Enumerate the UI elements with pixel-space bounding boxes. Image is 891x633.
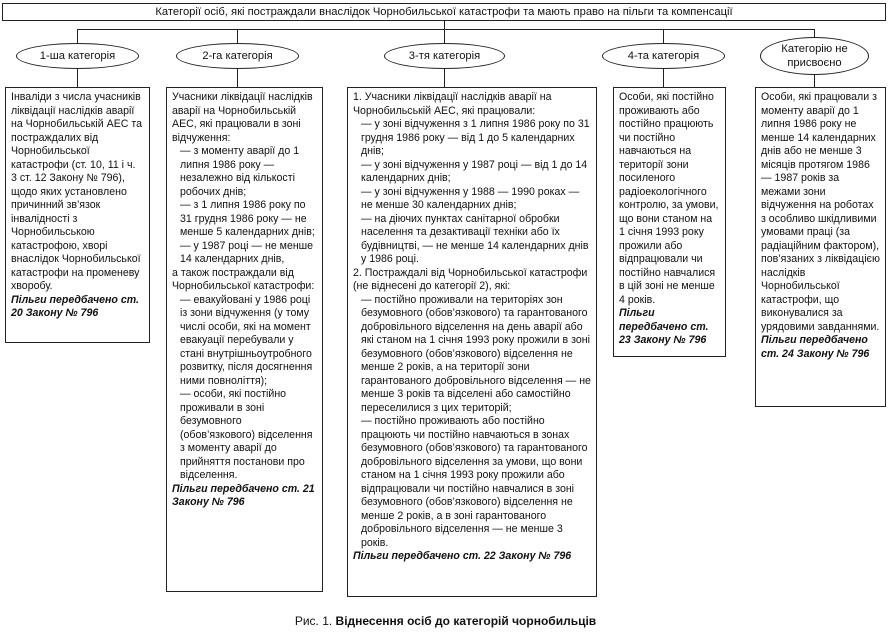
connector-line [237,69,238,87]
category-2-item: — з 1 липня 1986 року по 31 грудня 1986 року — не менше 5 календарних днів; [180,199,315,238]
connector-line [444,29,445,43]
connector-line [444,21,445,29]
category-none-text: Категорію не присвоєно [781,43,848,69]
category-none-label [760,37,869,75]
category-4-box [613,87,726,357]
category-2-subintro: а також постраждали від Чорнобильської катастрофи: [172,266,315,292]
category-2-intro: Учасники ліквідації наслідків аварії на Чорнобильській АЕС, які працювали в зоні відчуження: [172,91,313,144]
caption-text: Віднесення осіб до категорій чорнобильців [335,614,597,628]
figure-caption [0,614,891,628]
connector-line [77,29,814,30]
connector-line [77,69,78,87]
category-3-group-1: 1. Учасники ліквідації наслідків аварії на Чорнобильській АЕС, які працювали: [353,91,552,117]
diagram-title: Категорії осіб, які постраждали внаслідок Чорнобильської катастрофи та мають право на пільги та компенсації [2,3,886,21]
connector-line [663,69,664,87]
category-1-label: 1-ша категорія [16,43,139,69]
category-2-item: — евакуйовані у 1986 році із зони відчуження (у тому числі особи, які на момент евакуації перебували у стані внутрішньоутробного розвитку, після досягнення ними повноліття); [180,293,313,387]
category-3-item: — постійно проживають або постійно працюють чи постійно навчаються в зонах безумовного (обов’язкового) та гарантованого добровільного відселення за умови, що вони станом на 1 січня 1993 року прожили або відпрацювали чи постійно навчалися в зоні безумовного (обов’язкового) відселення не менше 2 років, а в зоні гарантованого добровільного відселення — не менше 3 років. [361,415,588,549]
category-1-description: Інваліди з числа учасників ліквідації наслідків аварії на Чорнобильській АЕС та постраждалих від Чорнобильської катастрофи (ст. 10, 11 і ч. 3 ст. 12 Закону № 796), щодо яких установлено причинний зв’язок інвалідності з Чорнобильською катастрофою, хворі внаслідок Чорнобильської катастрофи на променеву хворобу. [11,91,142,292]
category-2-item: — особи, які постійно проживали в зоні безумовного (обов’язкового) відселення з моменту аварії до прийняття постанови про відселення. [180,388,313,481]
category-3-item: — у зоні відчуження у 1988 — 1990 роках — не менше 30 календарних днів; [361,185,580,211]
category-3-item: — у зоні відчуження з 1 липня 1986 року по 31 грудня 1986 року — від 1 до 5 календарних днів; [361,118,590,157]
category-none-box [755,87,886,407]
category-4-benefits: Пільги передбачено ст. 23 Закону № 796 [619,307,709,346]
category-2-benefits: Пільги передбачено ст. 21 Закону № 796 [172,482,315,508]
category-3-item: — на діючих пунктах санітарної обробки населення та дезактивації техніки або їх будівництві, — не менше 14 календарних днів у 1986 році. [361,212,589,265]
category-2-item: — у 1987 році — не менше 14 календарних днів, [180,239,314,265]
connector-line [814,29,815,37]
category-4-label: 4-та категорія [602,43,725,69]
category-1-box [5,87,150,343]
category-1-benefits: Пільги передбачено ст. 20 Закону № 796 [11,293,139,319]
category-3-item: — у зоні відчуження у 1987 році — від 1 до 14 календарних днів; [361,158,588,184]
connector-line [444,69,445,87]
category-3-label: 3-тя категорія [384,43,505,69]
category-3-benefits: Пільги передбачено ст. 22 Закону № 796 [353,550,572,562]
category-none-benefits: Пільги передбачено ст. 24 Закону № 796 [761,334,870,360]
connector-line [663,29,664,43]
category-2-item: — з моменту аварії до 1 липня 1986 року — незалежно від кількості робочих днів; [180,145,300,198]
category-3-group-2: 2. Постраждалі від Чорнобильської катастрофи (не віднесені до категорії 2), які: [353,266,588,292]
category-3-item: — постійно проживали на територіях зон безумовного (обов’язкового) та гарантованого добровільного відселення на день аварії або які станом на 1 січня 1993 року прожили в зоні безумовного (обов’язкового) відселення не менше 2 років, а на території зони гарантованого добровільного відселення — не менше 3 років та відселені або самостійно переселилися з цих територій; [361,293,591,414]
connector-line [237,29,238,43]
category-none-description: Особи, які працювали з моменту аварії до 1 липня 1986 року не менше 14 календарних днів або не менше 3 місяців протягом 1986 — 1987 років за межами зони відчуження на роботах з особливо шкідливими умовами праці (за радіаційним фактором), пов’язаних з ліквідацією наслідків Чорнобильської катастрофи, що виконувалися за урядовими завданнями. [761,91,880,333]
category-3-box [347,87,597,597]
connector-line [77,29,78,43]
category-2-label: 2-га категорія [176,43,299,69]
category-4-description: Особи, які постійно проживають або постійно працюють чи постійно навчаються на території зони посиленого радіоекологічного контролю, за умови, що вони станом на 1 січня 1993 року прожили або відпрацювали чи постійно навчалися в цій зоні не менше 4 років. [619,91,719,306]
connector-line [814,75,815,87]
category-2-box [166,87,323,592]
caption-prefix: Рис. 1. [294,614,333,628]
